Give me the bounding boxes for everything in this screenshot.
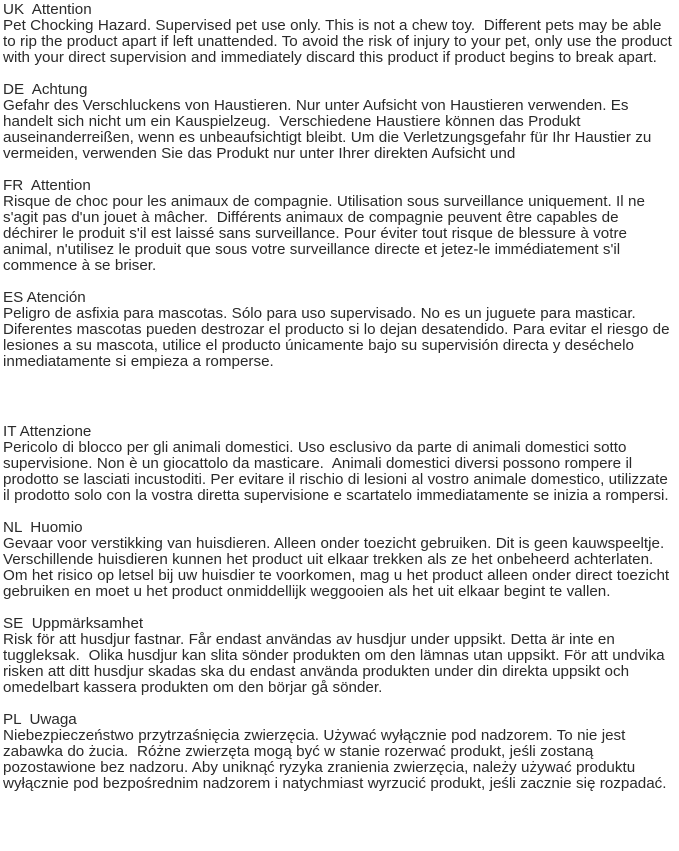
warning-section-de xyxy=(3,82,677,162)
warning-text-it: Pericolo di blocco per gli animali domestici. Uso esclusivo da parte di animali domestici sotto supervisione. Non è un giocattolo da masticare. Animali domestici diversi possono rompere il prodotto se lasciati incustoditi. Per evitare il rischio di lesioni al vostro animale domestico, utilizzate il prodotto solo con la vostra diretta supervisione e scartatelo immediatamente se inizia a rompersi. xyxy=(3,439,673,504)
language-heading-fr: FR Attention xyxy=(3,177,91,194)
language-heading-pl: PL Uwaga xyxy=(3,711,77,728)
warning-text-es: Peligro de asfixia para mascotas. Sólo para uso supervisado. No es un juguete para masticar. Diferentes mascotas pueden destrozar el producto si lo dejan desatendido. Para evitar el riesgo de lesiones a su mascota, utilice el producto únicamente bajo su supervisión directa y deséchelo inmediatamente si empieza a romperse. xyxy=(3,305,674,370)
warning-section-it xyxy=(3,424,677,504)
language-heading-de: DE Achtung xyxy=(3,81,88,98)
language-heading-it: IT Attenzione xyxy=(3,423,92,440)
warning-text-uk: Pet Chocking Hazard. Supervised pet use only. This is not a chew toy. Different pets may be able to rip the product apart if left unattended. To avoid the risk of injury to your pet, only use the product with your direct supervision and immediately discard this product if product begins to break apart. xyxy=(3,17,677,66)
language-heading-es: ES Atención xyxy=(3,289,86,306)
warning-text-pl: Niebezpieczeństwo przytrzaśnięcia zwierzęcia. Używać wyłącznie pod nadzorem. To nie jest zabawka do żucia. Różne zwierzęta mogą być w stanie rozerwać produkt, jeśli zostaną pozostawione bez nadzoru. Aby uniknąć ryzyka zranienia zwierzęcia, należy używać produktu wyłącznie pod bezpośrednim nadzorem i natychmiast wyrzucić produkt, jeśli zacznie się rozpadać. xyxy=(3,727,667,792)
warning-section-uk xyxy=(3,2,677,66)
warning-text-fr: Risque de choc pour les animaux de compagnie. Utilisation sous surveillance uniquement. Il ne s'agit pas d'un jouet à mâcher. Différents animaux de compagnie peuvent être capables de déchirer le produit s'il est laissé sans surveillance. Pour éviter tout risque de blessure à votre animal, n'utilisez le produit que sous votre surveillance directe et jetez-le immédiatement s'il commence à se briser. xyxy=(3,193,650,274)
warning-section-es xyxy=(3,290,677,370)
warning-section-fr xyxy=(3,178,677,274)
warning-text-se: Risk för att husdjur fastnar. Får endast användas av husdjur under uppsikt. Detta är inte en tuggleksak. Olika husdjur kan slita sönder produkten om den lämnas utan uppsikt. För att undvika risken att ditt husdjur skadas ska du endast använda produkten under din direkta uppsikt och omedelbart kassera produkten om den börjar gå sönder. xyxy=(3,631,669,696)
warning-section-se xyxy=(3,616,677,696)
warning-section-nl xyxy=(3,520,677,600)
warning-text-de: Gefahr des Verschluckens von Haustieren. Nur unter Aufsicht von Haustieren verwenden. Es handelt sich nicht um ein Kauspielzeug. Verschiedene Haustiere können das Produkt auseinanderreißen, wenn es unbeaufsichtigt bleibt. Um die Verletzungsgefahr für Ihr Haustier zu vermeiden, verwenden Sie das Produkt nur unter Ihrer direkten Aufsicht und xyxy=(3,97,656,162)
language-heading-uk: UK Attention xyxy=(3,1,92,18)
warning-text-nl: Gevaar voor verstikking van huisdieren. Alleen onder toezicht gebruiken. Dit is geen kauwspeeltje. Verschillende huisdieren kunnen het product uit elkaar trekken als ze het onbeheerd achterlaten. Om het risico op letsel bij uw huisdier te voorkomen, mag u het product alleen onder direct toezicht gebruiken en moet u het product onmiddellijk weggooien als het uit elkaar begint te vallen. xyxy=(3,535,674,600)
language-heading-se: SE Uppmärksamhet xyxy=(3,615,144,632)
warning-section-pl xyxy=(3,712,677,792)
language-heading-nl: NL Huomio xyxy=(3,519,83,536)
